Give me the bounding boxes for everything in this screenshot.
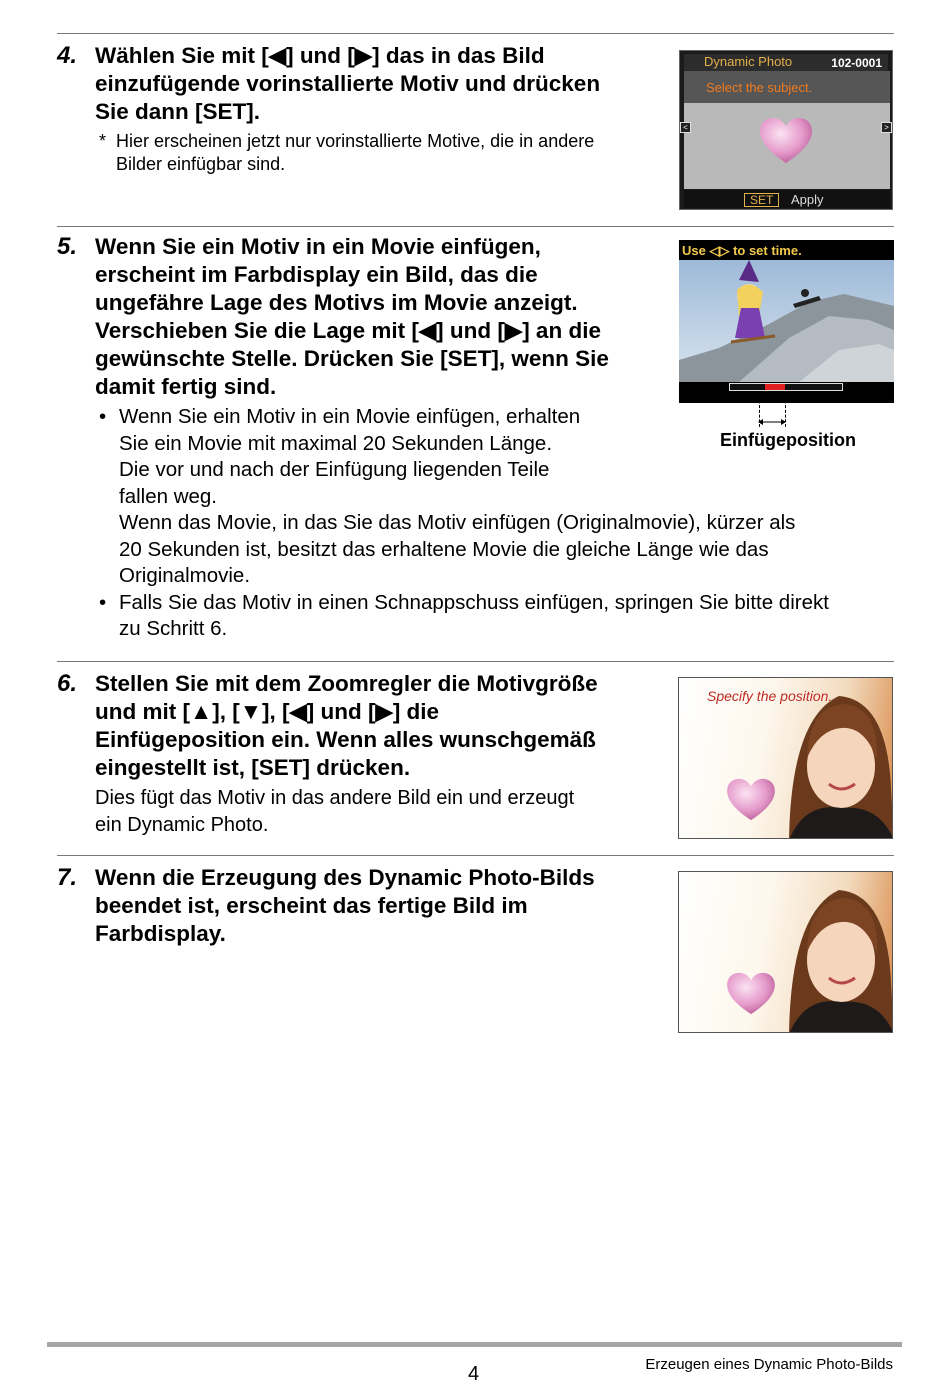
title-line: Stellen Sie mit dem Zoomregler die Motivgröße	[95, 671, 598, 696]
screen-subtitle: Select the subject.	[706, 80, 813, 95]
title-line: Einfügeposition ein. Wenn alles wunschgemäß	[95, 727, 596, 752]
bullet-line: Sie ein Movie mit maximal 20 Sekunden Länge.	[119, 431, 553, 455]
set-key-label: SET	[744, 193, 779, 207]
title-line: Sie dann [SET].	[95, 99, 261, 124]
bullet-line: Originalmovie.	[119, 564, 251, 587]
bullet-line: 20 Sekunden ist, besitzt das erhaltene Movie die gleiche Länge wie das	[119, 537, 769, 561]
title-line: damit fertig sind.	[95, 374, 277, 399]
list-item	[97, 590, 879, 643]
step-number: 6.	[57, 670, 78, 697]
bullet-line: • Falls Sie das Motiv in einen Schnappschuss einfügen, springen Sie bitte direkt	[119, 590, 829, 614]
note-marker: *	[99, 131, 107, 151]
screen-footer	[684, 190, 890, 208]
bullet-line: zu Schritt 6.	[119, 617, 228, 640]
title-line: Farbdisplay.	[95, 921, 226, 946]
title-line: und mit [▲], [▼], [◀] und [▶] die	[95, 699, 440, 724]
left-arrow-icon: <	[680, 122, 691, 133]
separator	[57, 661, 894, 662]
note-line: Hier erscheinen jetzt nur vorinstallierte Motive, die in andere	[116, 131, 595, 151]
title-line: Wenn Sie ein Motiv in ein Movie einfügen,	[95, 234, 541, 259]
insert-position-label: Einfügeposition	[720, 430, 856, 450]
step-number: 4.	[57, 42, 78, 69]
title-line: Wählen Sie mit [◀] und [▶] das in das Bild	[95, 43, 545, 68]
movie-preview-image	[679, 260, 894, 400]
insert-position-marker	[765, 384, 785, 390]
title-line: ungefähre Lage des Motivs im Movie anzeigt.	[95, 290, 578, 315]
separator-top	[57, 33, 894, 34]
screen-title: Dynamic Photo	[704, 54, 793, 69]
bullet-line: fallen weg.	[119, 484, 218, 508]
title-line: einzufügende vorinstallierte Motiv und drücken	[95, 71, 601, 96]
body-line: Dies fügt das Motiv in das andere Bild ein und erzeugt	[95, 787, 575, 809]
movie-time-screen	[679, 240, 894, 403]
right-arrow-icon: >	[881, 122, 892, 133]
double-arrow-icon	[758, 418, 786, 426]
title-line: erscheint im Farbdisplay ein Bild, das die	[95, 262, 538, 287]
apply-label: Apply	[791, 192, 824, 207]
movie-hint: Use ◁▷ to set time.	[682, 243, 802, 258]
file-number: 102-0001	[831, 56, 882, 70]
section-label: Erzeugen eines Dynamic Photo-Bilds	[645, 1356, 893, 1373]
step-number: 7.	[57, 864, 78, 891]
step-title	[95, 42, 600, 126]
heart-icon	[725, 778, 777, 822]
title-line: gewünschte Stelle. Drücken Sie [SET], wenn Sie	[95, 346, 609, 371]
step-title	[95, 233, 609, 401]
title-line: eingestellt ist, [SET] drücken.	[95, 755, 411, 780]
footer-rule	[47, 1342, 902, 1347]
body-line: ein Dynamic Photo.	[95, 813, 269, 836]
bullet-line: • Wenn Sie ein Motiv in ein Movie einfügen, erhalten	[119, 405, 581, 428]
step-number: 5.	[57, 233, 78, 260]
step-note	[99, 130, 594, 176]
note-line: Bilder einfügbar sind.	[116, 154, 286, 174]
step-body	[95, 785, 574, 838]
heart-icon	[758, 117, 814, 165]
portrait-image	[679, 872, 893, 1033]
title-line: Verschieben Sie die Lage mit [◀] und [▶] an die	[95, 318, 601, 343]
title-line: beendet ist, erscheint das fertige Bild im	[95, 893, 528, 918]
bullet-line: Wenn das Movie, in das Sie das Motiv einfügen (Originalmovie), kürzer als	[119, 511, 796, 534]
timeline-bar	[729, 383, 843, 391]
position-hint: Specify the position.	[707, 688, 833, 704]
heart-icon	[725, 972, 777, 1016]
title-line: Wenn die Erzeugung des Dynamic Photo-Bilds	[95, 865, 595, 890]
result-photo	[678, 871, 893, 1033]
separator	[57, 855, 894, 856]
separator	[57, 226, 894, 227]
position-photo	[678, 677, 893, 839]
subject-select-screen	[679, 50, 893, 210]
page-number: 4	[468, 1363, 480, 1385]
step-title	[95, 670, 598, 782]
bullet-line: Die vor und nach der Einfügung liegenden Teile	[119, 458, 550, 481]
step-title	[95, 864, 595, 948]
